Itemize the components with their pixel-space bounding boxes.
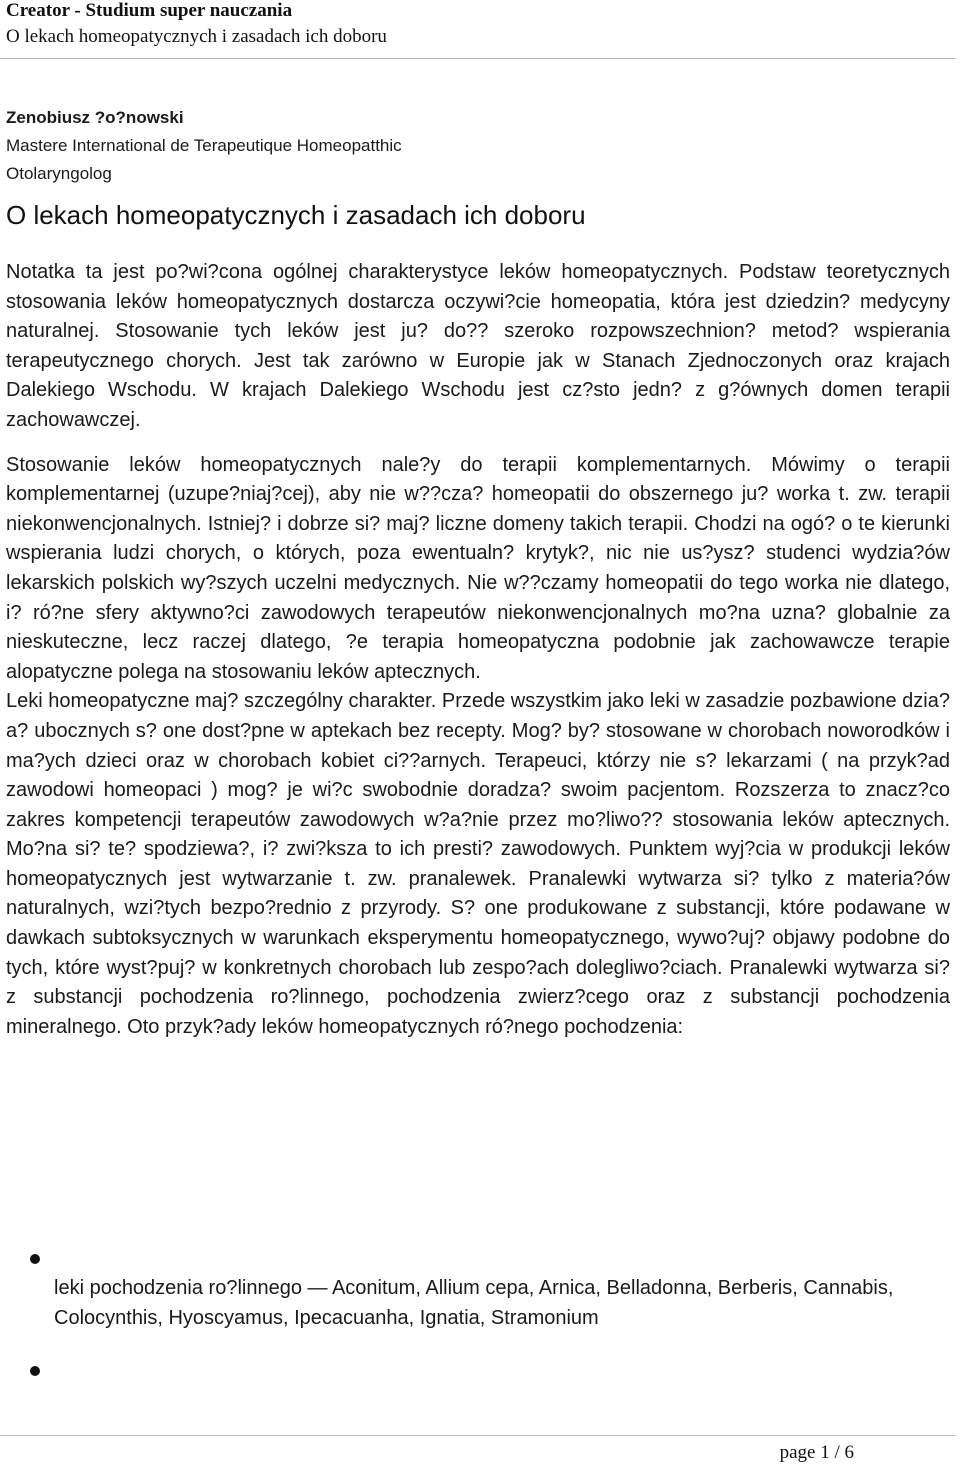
author-affiliation: Mastere International de Terapeutique Homeopatthic	[6, 136, 402, 155]
page-number: page 1 / 6	[779, 1442, 854, 1463]
paragraph: Leki homeopatyczne maj? szczególny charakter. Przede wszystkim jako leki w zasadzie pozbawione dzia?a? ubocznych s? one dost?pne w aptekach bez recepty. Mog? by? stosowane w chorobach noworodków i ma?ych dzieci oraz w chorobach kobiet ci??arnych. Terapeuci, którzy nie s? lekarzami ( na przyk?ad zawodowi homeopaci ) mog? je wi?c swobodnie doradza? swoim pacjentom. Rozszerza to znacz?co zakres kompetencji terapeutów zawodowych w?a?nie przez mo?liwo?? stosowania leków aptecznych. Mo?na si? te? spodziewa?, i? zwi?ksza to ich presti? zawodowych. Punktem wyj?cia w produkcji leków homeopatycznych jest wytwarzanie t. zw. pranalewek. Pranalewki wytwarza si? tylko z materia?ów naturalnych, wzi?tych bezpo?rednio z przyrody. S? one produkowane z substancji, które podawane w dawkach subtoksycznych w warunkach eksperymentu homeopatycznego, wywo?uj? objawy podobne do tych, które wyst?puj? w konkretnych chorobach lub zespo?ach dolegliwo?ciach. Pranalewki wytwarza si? z substancji pochodzenia ro?linnego, pochodzenia zwierz?cego oraz z substancji pochodzenia mineralnego. Oto przyk?ady leków homeopatycznych ró?nego pochodzenia:	[6, 690, 950, 1038]
header-divider	[0, 58, 956, 59]
page-header	[6, 0, 956, 48]
author-name: Zenobiusz ?o?nowski	[6, 108, 184, 127]
footer-divider	[0, 1435, 956, 1436]
list-item: leki pochodzenia ro?linnego — Aconitum, Allium cepa, Arnica, Belladonna, Berberis, Cannabis, Colocynthis, Hyoscyamus, Ipecacuanha, Ignatia, Stramonium	[54, 1277, 894, 1329]
author-specialty: Otolaryngolog	[6, 164, 112, 183]
article-body	[6, 258, 950, 1042]
author-block	[6, 104, 946, 188]
bullet-icon	[30, 1366, 40, 1376]
article-running-title: O lekach homeopatycznych i zasadach ich doboru	[6, 26, 387, 47]
site-title: Creator - Studium super nauczania	[6, 0, 293, 21]
paragraph: Stosowanie leków homeopatycznych nale?y do terapii komplementarnych. Mówimy o terapii komplementarnej (uzupe?niaj?cej), aby nie w??cza? homeopatii do obszernego ju? worka t. zw. terapii niekonwencjonalnych. Istniej? i dobrze si? maj? liczne domeny takich terapii. Chodzi na ogó? o te kierunki wspierania ludzi chorych, o których, poza ewentualn? krytyk?, nic nie us?ysz? studenci wydzia?ów lekarskich polskich wy?szych uczelni medycznych. Nie w??czamy homeopatii do tego worka nie dlatego, i? ró?ne sfery aktywno?ci zawodowych terapeutów niekonwencjonalnych mo?na uzna? globalnie za nieskuteczne, lecz raczej dlatego, ?e terapia homeopatyczna podobnie jak zachowawcze terapie alopatyczne polega na stosowaniu leków aptecznych.	[6, 453, 950, 683]
paragraph: Notatka ta jest po?wi?cona ogólnej charakterystyce leków homeopatycznych. Podstaw teoretycznych stosowania leków homeopatycznych dostarcza oczywi?cie homeopatia, która jest dziedzin? medycyny naturalnej. Stosowanie tych leków jest ju? do?? szeroko rozpowszechnion? metod? wspierania terapeutycznego chorych. Jest tak zarówno w Europie jak w Stanach Zjednoczonych oraz krajach Dalekiego Wschodu. W krajach Dalekiego Wschodu jest cz?sto jedn? z g?ównych domen terapii zachowawczej.	[6, 261, 950, 431]
bullet-icon	[30, 1254, 40, 1264]
article-title: O lekach homeopatycznych i zasadach ich doboru	[6, 200, 586, 230]
